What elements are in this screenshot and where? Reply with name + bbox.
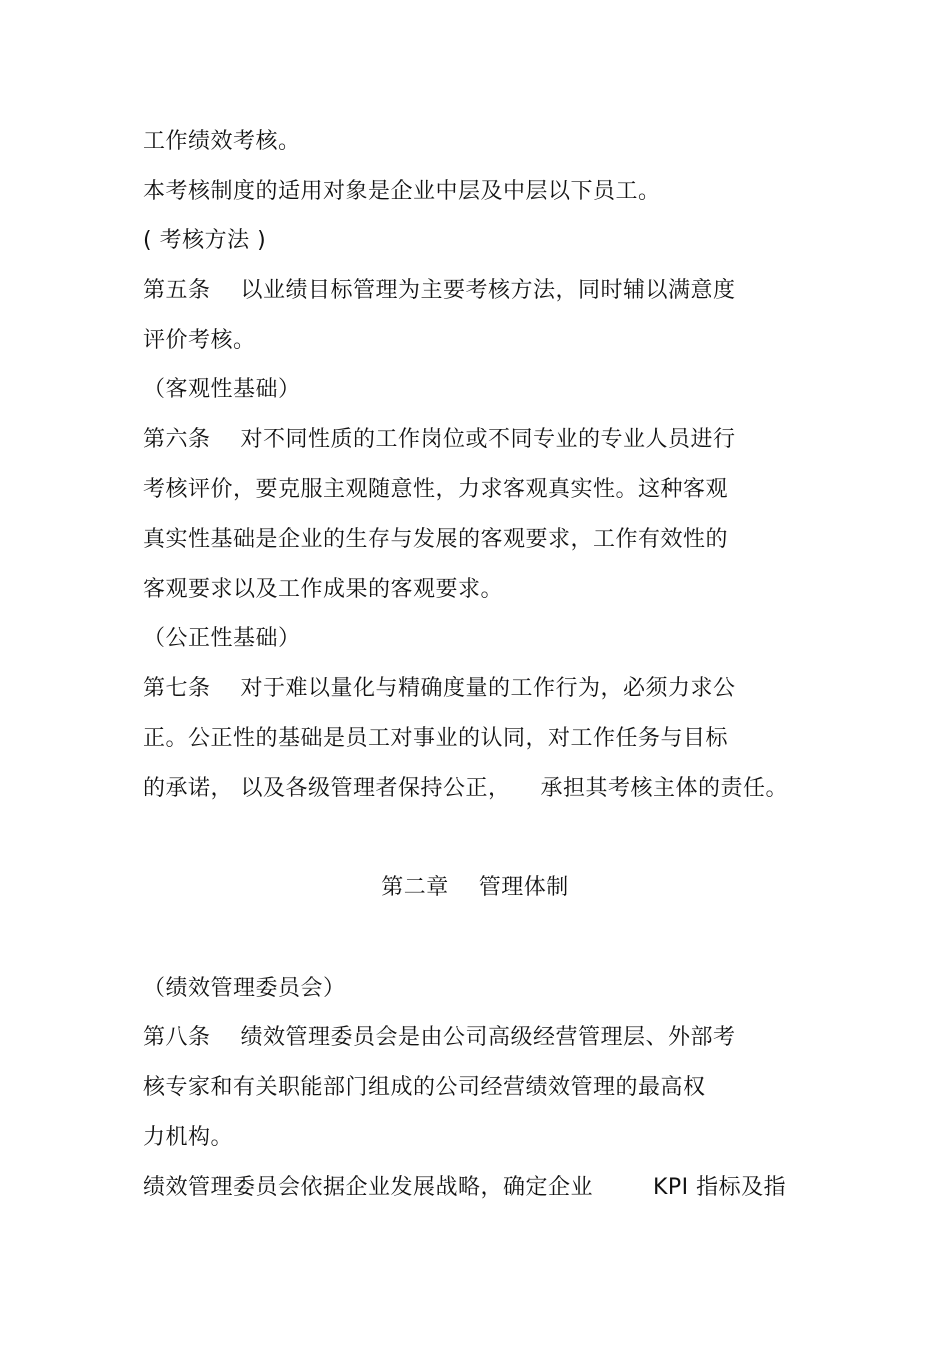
article-7-text: 第七条 对于难以量化与精确度量的工作行为，必须力求公	[143, 676, 736, 701]
text-line: 本考核制度的适用对象是企业中层及中层以下员工。	[143, 179, 661, 204]
article-8-text: 第八条 绩效管理委员会是由公司高级经营管理层、外部考	[143, 1025, 736, 1050]
text-line: 核专家和有关职能部门组成的公司经营绩效管理的最高权	[143, 1075, 706, 1100]
text-line: 正。公正性的基础是员工对事业的认同，对工作任务与目标	[143, 726, 729, 751]
section-label: （绩效管理委员会）	[143, 976, 346, 1001]
text-line: 考核评价，要克服主观随意性，力求客观真实性。这种客观	[143, 477, 729, 502]
text-line: 力机构。	[143, 1125, 234, 1150]
text-line: 客观要求以及工作成果的客观要求。	[143, 577, 504, 602]
text-line: 真实性基础是企业的生存与发展的客观要求，工作有效性的	[143, 527, 729, 552]
text-line: 绩效管理委员会依据企业发展战略，确定企业 KPI 指标及指	[143, 1175, 787, 1200]
section-label: （公正性基础）	[143, 626, 301, 651]
text-line: 的承诺， 以及各级管理者保持公正， 承担其考核主体的责任。	[143, 776, 788, 801]
text-line: 评价考核。	[143, 328, 256, 353]
section-label: ( 考核方法 )	[143, 228, 267, 253]
article-5-text: 第五条 以业绩目标管理为主要考核方法，同时辅以满意度	[143, 278, 736, 303]
chapter-heading: 第二章 管理体制	[381, 875, 569, 900]
article-6-text: 第六条 对不同性质的工作岗位或不同专业的专业人员进行	[143, 427, 736, 452]
section-label: （客观性基础）	[143, 377, 301, 402]
text-line: 工作绩效考核。	[143, 129, 301, 154]
